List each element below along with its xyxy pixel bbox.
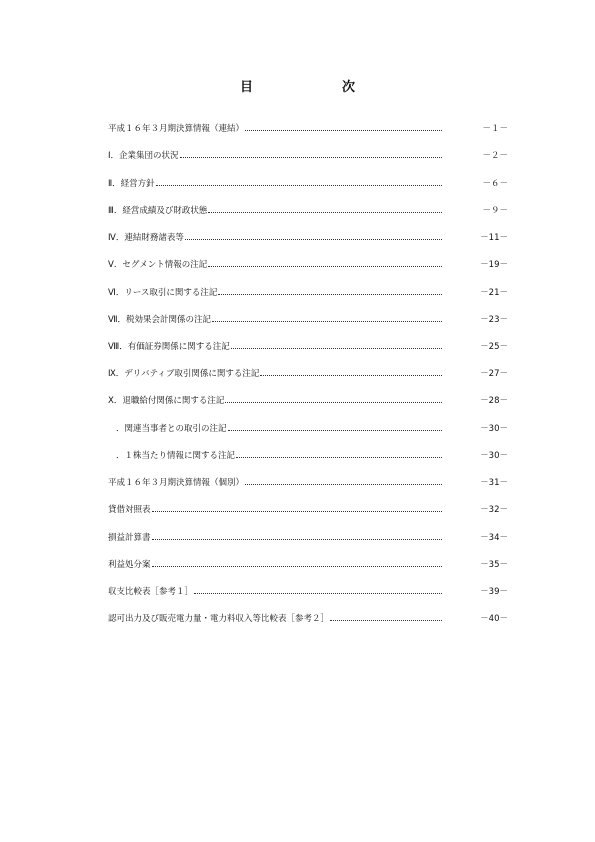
toc-entry-page: －６－ [482, 179, 508, 189]
toc-entry[interactable] [108, 340, 508, 354]
dot-leader [208, 212, 442, 213]
toc-entry-page: －１－ [482, 124, 508, 134]
toc-entry-label: Ⅷ．有価証券関係に関する注記 [108, 342, 230, 352]
toc-entry-page: －19－ [480, 260, 508, 270]
dot-leader [218, 294, 442, 295]
toc-entry-label: Ⅴ．セグメント情報の注記 [108, 260, 208, 270]
dot-leader [330, 620, 442, 621]
toc-entry-label: Ⅱ．経営方針 [108, 179, 155, 189]
toc-entry[interactable] [108, 585, 508, 599]
dot-leader [194, 593, 442, 594]
dot-leader [236, 457, 442, 458]
toc-entry[interactable] [108, 476, 508, 490]
dot-leader [156, 185, 442, 186]
toc-entry[interactable] [108, 612, 508, 626]
toc-entry-page: －28－ [480, 396, 508, 406]
toc-entry[interactable] [108, 422, 508, 436]
toc-entry-label: Ⅹ．退職給付関係に関する注記 [108, 396, 225, 406]
dot-leader [152, 511, 442, 512]
toc-entry-label: Ⅲ．経営成績及び財政状態 [108, 206, 208, 216]
toc-entry-page: －39－ [480, 587, 508, 597]
toc-entry-page: －23－ [480, 315, 508, 325]
toc-entry-page: －25－ [480, 342, 508, 352]
dot-leader [180, 157, 442, 158]
toc-entry[interactable] [108, 177, 508, 191]
page-title: 目 次 [239, 80, 393, 95]
dot-leader [245, 130, 442, 131]
toc-entry-label: 貸借対照表 [108, 505, 151, 515]
toc-entry-page: －40－ [480, 614, 508, 624]
dot-leader [260, 375, 442, 376]
toc-entry-page: －32－ [480, 505, 508, 515]
toc-entry[interactable] [108, 286, 508, 300]
dot-leader [212, 321, 442, 322]
toc-entry[interactable] [108, 313, 508, 327]
toc-entry[interactable] [108, 367, 508, 381]
toc-entry-label: 利益処分案 [108, 560, 151, 570]
toc-entry-page: －２－ [482, 151, 508, 161]
toc-entry-label: 収支比較表［参考１］ [108, 587, 194, 597]
toc-entry-page: －30－ [480, 424, 508, 434]
toc-entry-label: 損益計算書 [108, 533, 151, 543]
dot-leader [225, 402, 442, 403]
toc-entry-label: Ⅵ．リース取引に関する注記 [108, 288, 218, 298]
toc-entry[interactable] [108, 503, 508, 517]
toc-entry-label: ．１株当たり情報に関する注記 [116, 451, 236, 461]
toc-entry-page: －11－ [480, 233, 508, 243]
toc-entry[interactable] [108, 231, 508, 245]
dot-leader [245, 484, 442, 485]
toc-entry[interactable] [108, 449, 508, 463]
toc-entry-label: Ⅶ．税効果会計関係の注記 [108, 315, 212, 325]
toc-entry-label: Ⅳ．連結財務諸表等 [108, 233, 184, 243]
toc-entry-label: 認可出力及び販売電力量・電力料収入等比較表［参考２］ [108, 614, 330, 624]
toc-entry[interactable] [108, 394, 508, 408]
toc-entry-page: －21－ [480, 288, 508, 298]
dot-leader [228, 430, 442, 431]
toc-entry[interactable] [108, 204, 508, 218]
toc-entry-label: 平成１６年３月期決算情報（連結） [108, 124, 245, 134]
toc-entry-page: －30－ [480, 451, 508, 461]
toc-entry-page: －９－ [482, 206, 508, 216]
toc-entry[interactable] [108, 558, 508, 572]
dot-leader [152, 566, 442, 567]
dot-leader [152, 539, 442, 540]
toc-entry-page: －27－ [480, 369, 508, 379]
dot-leader [231, 348, 442, 349]
toc-entry-page: －31－ [480, 478, 508, 488]
toc-entry[interactable] [108, 149, 508, 163]
dot-leader [185, 239, 442, 240]
toc-entry-label: Ⅸ．デリバティブ取引関係に関する注記 [108, 369, 260, 379]
toc-entry-page: －35－ [480, 560, 508, 570]
toc-entry[interactable] [108, 258, 508, 272]
toc-entry-label: 平成１６年３月期決算情報（個別） [108, 478, 245, 488]
dot-leader [208, 266, 442, 267]
toc-entry-label: Ⅰ．企業集団の状況 [108, 151, 179, 161]
toc-entry-label: ．関連当事者との取引の注記 [116, 424, 227, 434]
toc-entry-page: －34－ [480, 533, 508, 543]
toc-entry[interactable] [108, 122, 508, 136]
toc-entry[interactable] [108, 531, 508, 545]
